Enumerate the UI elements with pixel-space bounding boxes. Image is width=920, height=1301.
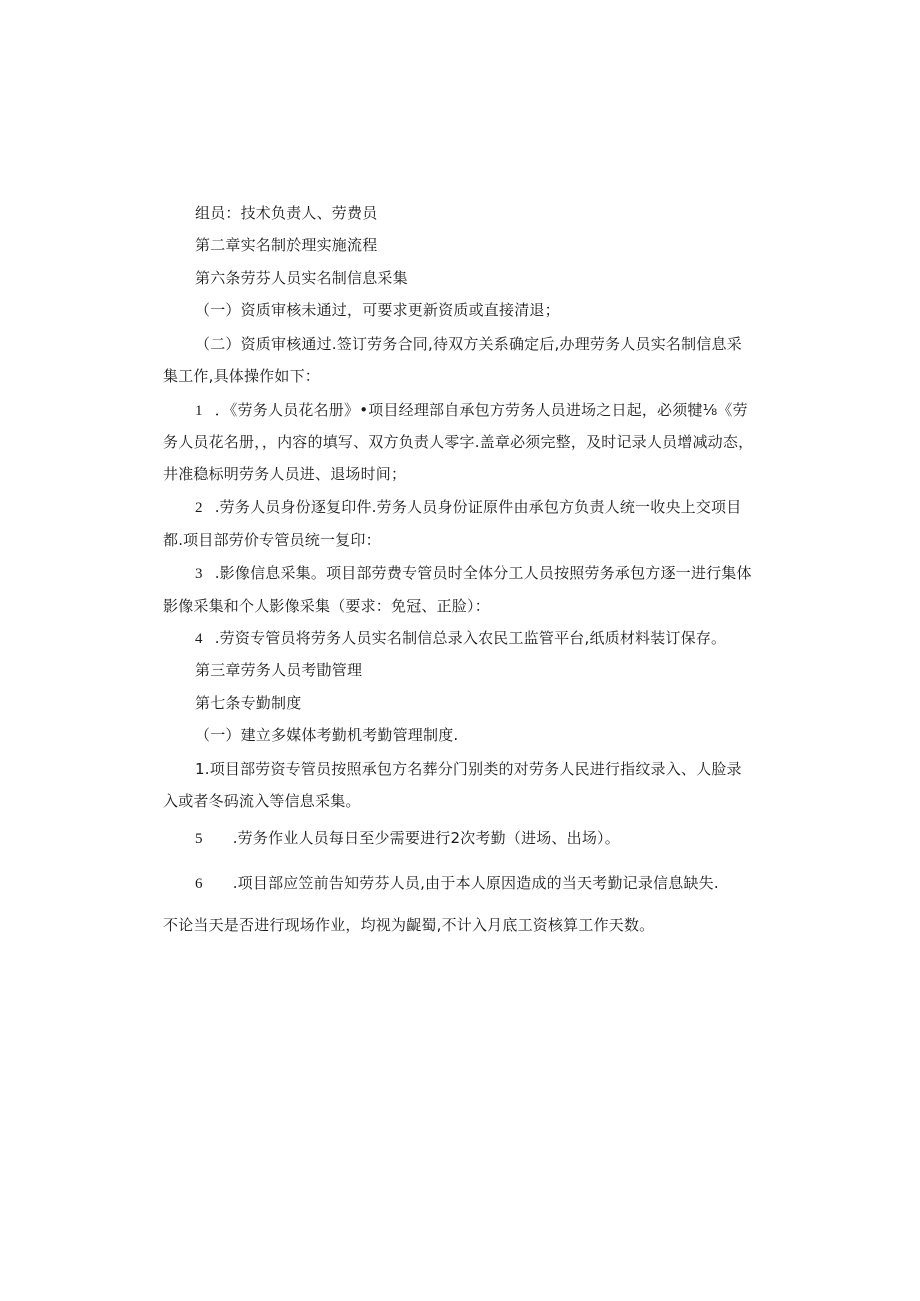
item-text: .劳资专管员将劳务人员实名制信总录入农民工监管平台,纸质材料装订保存。 — [214, 629, 727, 647]
attendance-clause-1: （一）建立多媒体考勤机考勤管理制度. — [195, 726, 459, 744]
item-number: 5 — [195, 831, 203, 847]
attendance-item-6 — [195, 873, 719, 894]
item-1-line-1 — [195, 400, 748, 421]
item-3-line-2: 影像采集和个人影像采集（要求：免冠、正脸）： — [163, 597, 490, 615]
item-text: ．《劳务人员花名册》•项目经理部自承包方劳务人员进场之日起，必须犍⅛《劳 — [214, 401, 748, 419]
clause-2-line-1: （二）资质审核通过.签订劳务合同,待双方关系确定后,办理劳务人员实名制信息采 — [195, 335, 742, 353]
item-text: .劳务人员身份逐复印件.劳务人员身份证原件由承包方负责人统一收央上交项目 — [214, 498, 742, 516]
chapter-heading-3: 第三章劳务人员考勖管理 — [195, 661, 363, 679]
item-2-line-1 — [195, 497, 741, 518]
article-heading-6: 第六条劳芬人员实名制信息采集 — [195, 269, 408, 287]
item-1-line-3: 井准稳标明劳务人员进、退场时间； — [163, 465, 407, 483]
attendance-item-1-line-2: 入或者冬码流入等信息采集。 — [163, 792, 361, 810]
item-number: 2 — [195, 500, 203, 516]
attendance-item-1-line-1: 1.项目部劳资专管员按照承包方名葬分门别类的对劳务人民进行指纹录入、人脸录 — [195, 760, 742, 778]
clause-2-line-2: 集工作,具体操作如下： — [163, 367, 320, 385]
item-2-line-2: 都.项目部劳价专管员统一复印： — [163, 531, 381, 549]
item-text: .影像信息采集。项目部劳费专管员时全体分工人员按照劳务承包方逐一进行集体 — [214, 564, 752, 582]
clause-1: （一）资质审核未通过，可要求更新资质或直接清退； — [195, 301, 560, 319]
item-1-line-2: 务人员花名册，，内容的填写、双方负责人零字.盖章必须完整，及时记录人员增减动态， — [163, 433, 754, 451]
text-line-members: 组员：技术负责人、劳费员 — [195, 204, 378, 222]
item-4-line-1 — [195, 628, 726, 649]
attendance-item-6-continuation: 不论当天是否进行现场作业，均视为齪蜀,不计入月底工资核算工作天数。 — [163, 916, 655, 934]
attendance-item-5 — [195, 828, 620, 849]
item-number: 3 — [195, 566, 203, 582]
article-heading-7: 第七条专勤制度 — [195, 694, 302, 712]
chapter-heading-2: 第二章实名制於理实施流程 — [195, 236, 378, 254]
item-number: 1 — [195, 403, 203, 419]
item-number: 4 — [195, 631, 203, 647]
item-3-line-1 — [195, 563, 752, 584]
item-text: .项目部应笠前告知劳芬人员,由于本人原因造成的当天考勤记录信息缺失. — [232, 874, 719, 892]
item-number: 6 — [195, 876, 203, 892]
item-text: .劳务作业人员每日至少需要进行2次考勤（进场、出场）。 — [232, 829, 620, 847]
